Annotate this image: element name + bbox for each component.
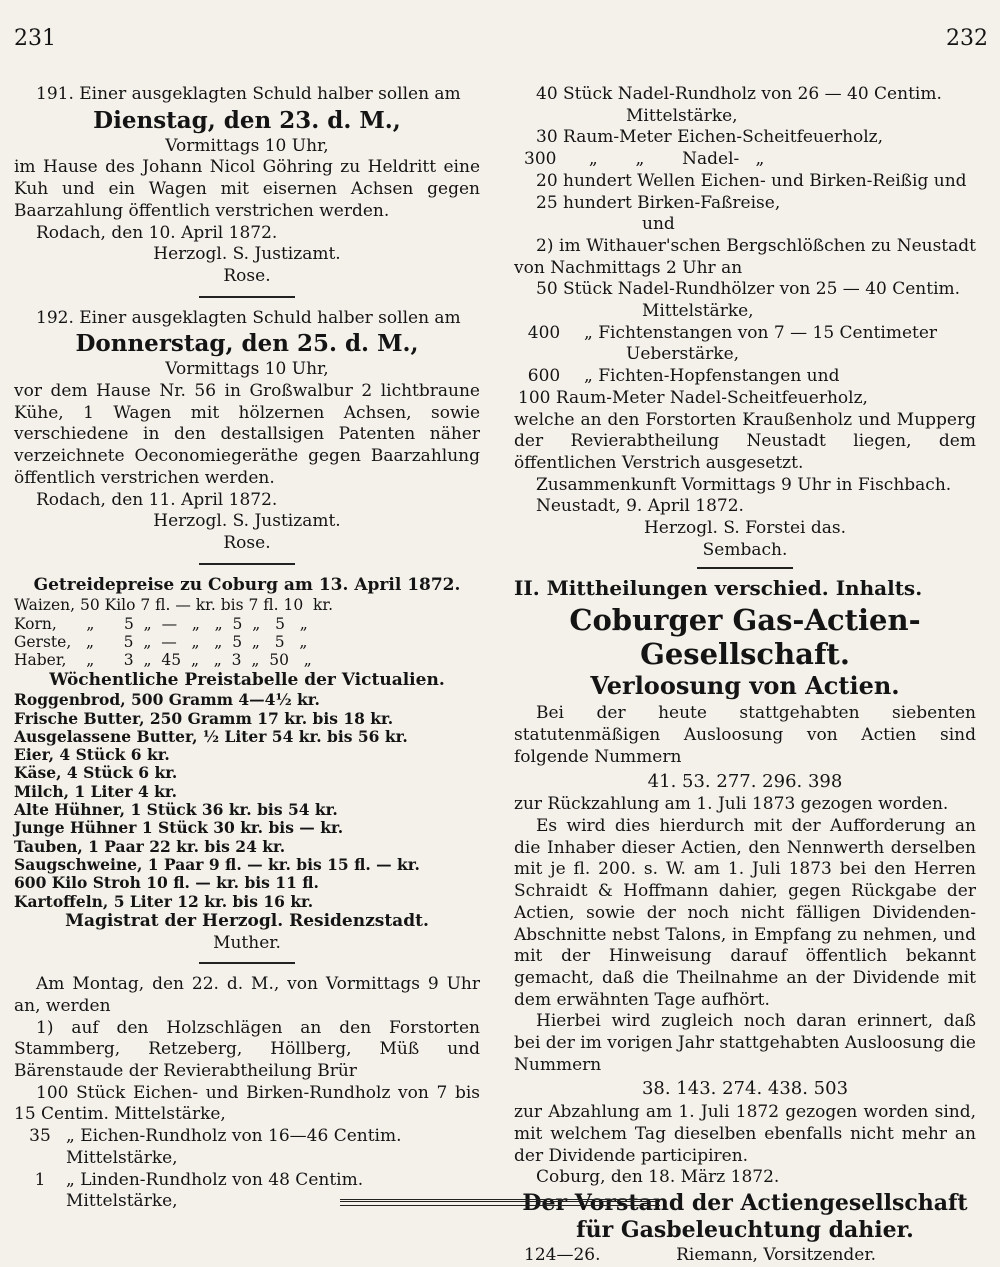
wood-line-35 xyxy=(14,1126,480,1169)
grain-price-row: Korn, „ 5 „ — „ „ 5 „ 5 „ xyxy=(14,614,308,633)
victual-row: Junge Hühner 1 Stück 30 kr. bis — kr. xyxy=(14,818,344,838)
notice-body: im Hause des Johann Nicol Göhring zu Heldritt eine Kuh und ein Wagen mit eisernen Achsen gegen Baarzahlung öffentlich verstrichen werden. xyxy=(14,157,480,221)
wood-line: Mittelstärke, xyxy=(626,105,738,126)
drawn-numbers: 41. 53. 277. 296. 398 xyxy=(647,770,843,792)
board-line: Der Vorstand der Actiengesellschaft xyxy=(522,1189,968,1216)
notice-date: Donnerstag, den 25. d. M., xyxy=(75,330,419,358)
wood-desc: „ Eichen-Rundholz von 16—46 Centim. Mittelstärke, xyxy=(66,1126,402,1168)
notice-subtitle: Verloosung von Actien. xyxy=(590,671,900,701)
notice-intro: 191. Einer ausgeklagten Schuld halber sollen am xyxy=(36,84,461,104)
bottom-rule xyxy=(340,1199,660,1206)
grain-price-row: Haber, „ 3 „ 45 „ „ 3 „ 50 „ xyxy=(14,651,312,670)
wood-line: 50 Stück Nadel-Rundhölzer von 25 — 40 Centim. xyxy=(536,279,961,300)
gas-place-date: Coburg, den 18. März 1872. xyxy=(536,1167,780,1188)
wood-line: 100 Raum-Meter Nadel-Scheitfeuerholz, xyxy=(518,387,868,408)
victual-row: Kartoffeln, 5 Liter 12 kr. bis 16 kr. xyxy=(14,891,314,911)
wood-desc: „ Linden-Rundholz von 48 Centim. Mittelstärke, xyxy=(66,1169,364,1212)
page-number-right: 232 xyxy=(946,26,988,51)
wood-body: welche an den Forstorten Kraußenholz und Mupperg der Revierabtheilung Neustadt liegen, dem öffentlichen Verstrich ausgesetzt. xyxy=(514,409,976,473)
notice-date: Dienstag, den 23. d. M., xyxy=(93,106,401,134)
wood-item-2: 2) im Withauer'schen Bergschlößchen zu Neustadt von Nachmittags 2 Uhr an xyxy=(514,235,976,278)
gas-signature: Riemann, Vorsitzender. xyxy=(676,1244,876,1265)
wood-place-date: Neustadt, 9. April 1872. xyxy=(536,496,744,517)
victual-row: Frische Butter, 250 Gramm 17 kr. bis 18 kr. xyxy=(14,708,394,728)
notice-place-date: Rodach, den 10. April 1872. xyxy=(36,222,278,243)
victual-row: 600 Kilo Stroh 10 fl. — kr. bis 11 fl. xyxy=(14,873,319,893)
grain-prices-heading: Getreidepreise zu Coburg am 13. April 1872. xyxy=(33,574,461,595)
wood-desc: „ Fichten-Hopfenstangen und xyxy=(584,366,840,387)
grain-price-row: Waizen, 50 Kilo 7 fl. — kr. bis 7 fl. 10 kr. xyxy=(14,596,334,615)
gas-paragraph: Bei der heute stattgehabten siebenten statutenmäßigen Ausloosung von Actien sind folgende Nummern xyxy=(514,703,976,767)
wood-line: 20 hundert Wellen Eichen- und Birken-Reißig und xyxy=(536,170,967,191)
notice-intro: 192. Einer ausgeklagten Schuld halber sollen am xyxy=(36,307,461,328)
wood-line: 40 Stück Nadel-Rundholz von 26 — 40 Centim. xyxy=(536,84,942,104)
wood-line: 30 Raum-Meter Eichen-Scheitfeuerholz, xyxy=(536,127,884,148)
wood-line-400 xyxy=(514,323,976,345)
wood-auction xyxy=(14,974,480,1213)
divider xyxy=(199,296,295,298)
wood-office: Herzogl. S. Forstei das. xyxy=(643,518,846,539)
victual-row: Alte Hühner, 1 Stück 36 kr. bis 54 kr. xyxy=(14,800,338,820)
victual-row: Eier, 4 Stück 6 kr. xyxy=(14,745,170,765)
gas-paragraph: Es wird dies hierdurch mit der Aufforderung an die Inhaber dieser Actien, den Nennwerth derselben mit je fl. 200. s. W. am 1. Juli 1873 bei den Herren Schraidt & Hoffmann dahier, gegen Rückgabe der Actien, sowie der noch nicht fälligen Dividenden-Abschnitte nebst Talons, in Empfang zu nehmen, und mit der Hinweisung darauf öffentlich bekannt gemacht, daß die Theilnahme an der Dividende mit dem erwähnten Tage aufhört. xyxy=(514,815,976,1010)
notice-signature: Rose. xyxy=(223,265,271,286)
victual-row: Saugschweine, 1 Paar 9 fl. — kr. bis 15 fl. — kr. xyxy=(14,854,420,874)
notice-time: Vormittags 10 Uhr, xyxy=(165,359,329,380)
wood-desc: „ Fichtenstangen von 7 — 15 Centimeter xyxy=(584,322,938,343)
wood-line-1 xyxy=(14,1170,480,1213)
right-column xyxy=(514,84,976,1267)
victuals-heading: Wöchentliche Preistabelle der Victualien. xyxy=(49,669,445,690)
wood-line-600 xyxy=(514,366,976,388)
page-number-left: 231 xyxy=(14,26,56,51)
notice-office: Herzogl. S. Justizamt. xyxy=(153,244,341,265)
gas-paragraph: zur Abzahlung am 1. Juli 1872 gezogen worden sind, mit welchem Tag dieselben ebenfalls nicht mehr an der Dividende participiren. xyxy=(514,1102,976,1166)
wood-line-100: 100 Stück Eichen- und Birken-Rundholz von 7 bis 15 Centim. Mittelstärke, xyxy=(14,1082,480,1125)
notice-192 xyxy=(14,308,480,555)
wood-line: 25 hundert Birken-Faßreise, xyxy=(536,192,781,213)
wood-qty: 400 xyxy=(527,322,561,343)
wood-line: Ueberstärke, xyxy=(626,344,740,365)
wood-auction-continued xyxy=(514,84,976,561)
wood-line: 300 „ „ Nadel- „ xyxy=(524,149,765,170)
victual-row: Milch, 1 Liter 4 kr. xyxy=(14,781,178,801)
divider xyxy=(697,567,793,569)
divider xyxy=(199,563,295,565)
wood-item-1: 1) auf den Holzschlägen an den Forstorten Stammberg, Retzeberg, Höllberg, Müß und Bärenstaude der Revierabtheilung Brür xyxy=(14,1017,480,1082)
company-title: Coburger Gas-Actien-Gesellschaft. xyxy=(569,603,921,672)
magistrat-signature: Muther. xyxy=(213,932,281,953)
wood-qty: 1 xyxy=(34,1169,46,1190)
notice-signature: Rose. xyxy=(223,532,271,553)
board-line: für Gasbeleuchtung dahier. xyxy=(576,1216,914,1243)
wood-intro: Am Montag, den 22. d. M., von Vormittags 9 Uhr an, werden xyxy=(14,974,480,1016)
gas-ref: 124—26. xyxy=(524,1244,601,1265)
wood-qty: 35 xyxy=(29,1126,51,1147)
wood-qty: 600 xyxy=(527,366,561,387)
victual-row: Ausgelassene Butter, ½ Liter 54 kr. bis 56 kr. xyxy=(14,726,408,746)
wood-signature: Sembach. xyxy=(702,539,788,560)
divider xyxy=(199,962,295,964)
left-column xyxy=(14,84,480,1213)
gas-paragraph: Hierbei wird zugleich noch daran erinnert, daß bei der im vorigen Jahr stattgehabten Ausloosung die Nummern xyxy=(514,1011,976,1075)
wood-und: und xyxy=(642,214,675,235)
victual-row: Tauben, 1 Paar 22 kr. bis 24 kr. xyxy=(14,836,286,856)
notice-body: vor dem Hause Nr. 56 in Großwalbur 2 lichtbraune Kühe, 1 Wagen mit hölzernen Achsen, sowie verschiedene in den destallsigen Patenten näher verzeichnete Oeconomiegeräthe gegen Baarzahlung öffentlich verstrichen werden. xyxy=(14,381,480,488)
gas-company-notice xyxy=(514,603,976,1266)
victual-row: Roggenbrod, 500 Gramm 4—4½ kr. xyxy=(14,690,320,710)
notice-time: Vormittags 10 Uhr, xyxy=(165,135,329,156)
drawn-numbers: 38. 143. 274. 438. 503 xyxy=(641,1078,849,1100)
magistrat-line: Magistrat der Herzogl. Residenzstadt. xyxy=(65,910,429,931)
victual-row: Käse, 4 Stück 6 kr. xyxy=(14,763,178,783)
notice-office: Herzogl. S. Justizamt. xyxy=(153,511,341,532)
price-list xyxy=(14,575,480,955)
gas-paragraph: zur Rückzahlung am 1. Juli 1873 gezogen worden. xyxy=(514,794,949,815)
notice-place-date: Rodach, den 11. April 1872. xyxy=(36,489,278,510)
section-heading: II. Mittheilungen verschied. Inhalts. xyxy=(514,576,923,601)
wood-meeting: Zusammenkunft Vormittags 9 Uhr in Fischbach. xyxy=(536,474,952,495)
wood-line: Mittelstärke, xyxy=(642,301,754,322)
gas-footer xyxy=(514,1245,976,1267)
grain-price-row: Gerste, „ 5 „ — „ „ 5 „ 5 „ xyxy=(14,632,308,651)
notice-191 xyxy=(14,84,480,288)
